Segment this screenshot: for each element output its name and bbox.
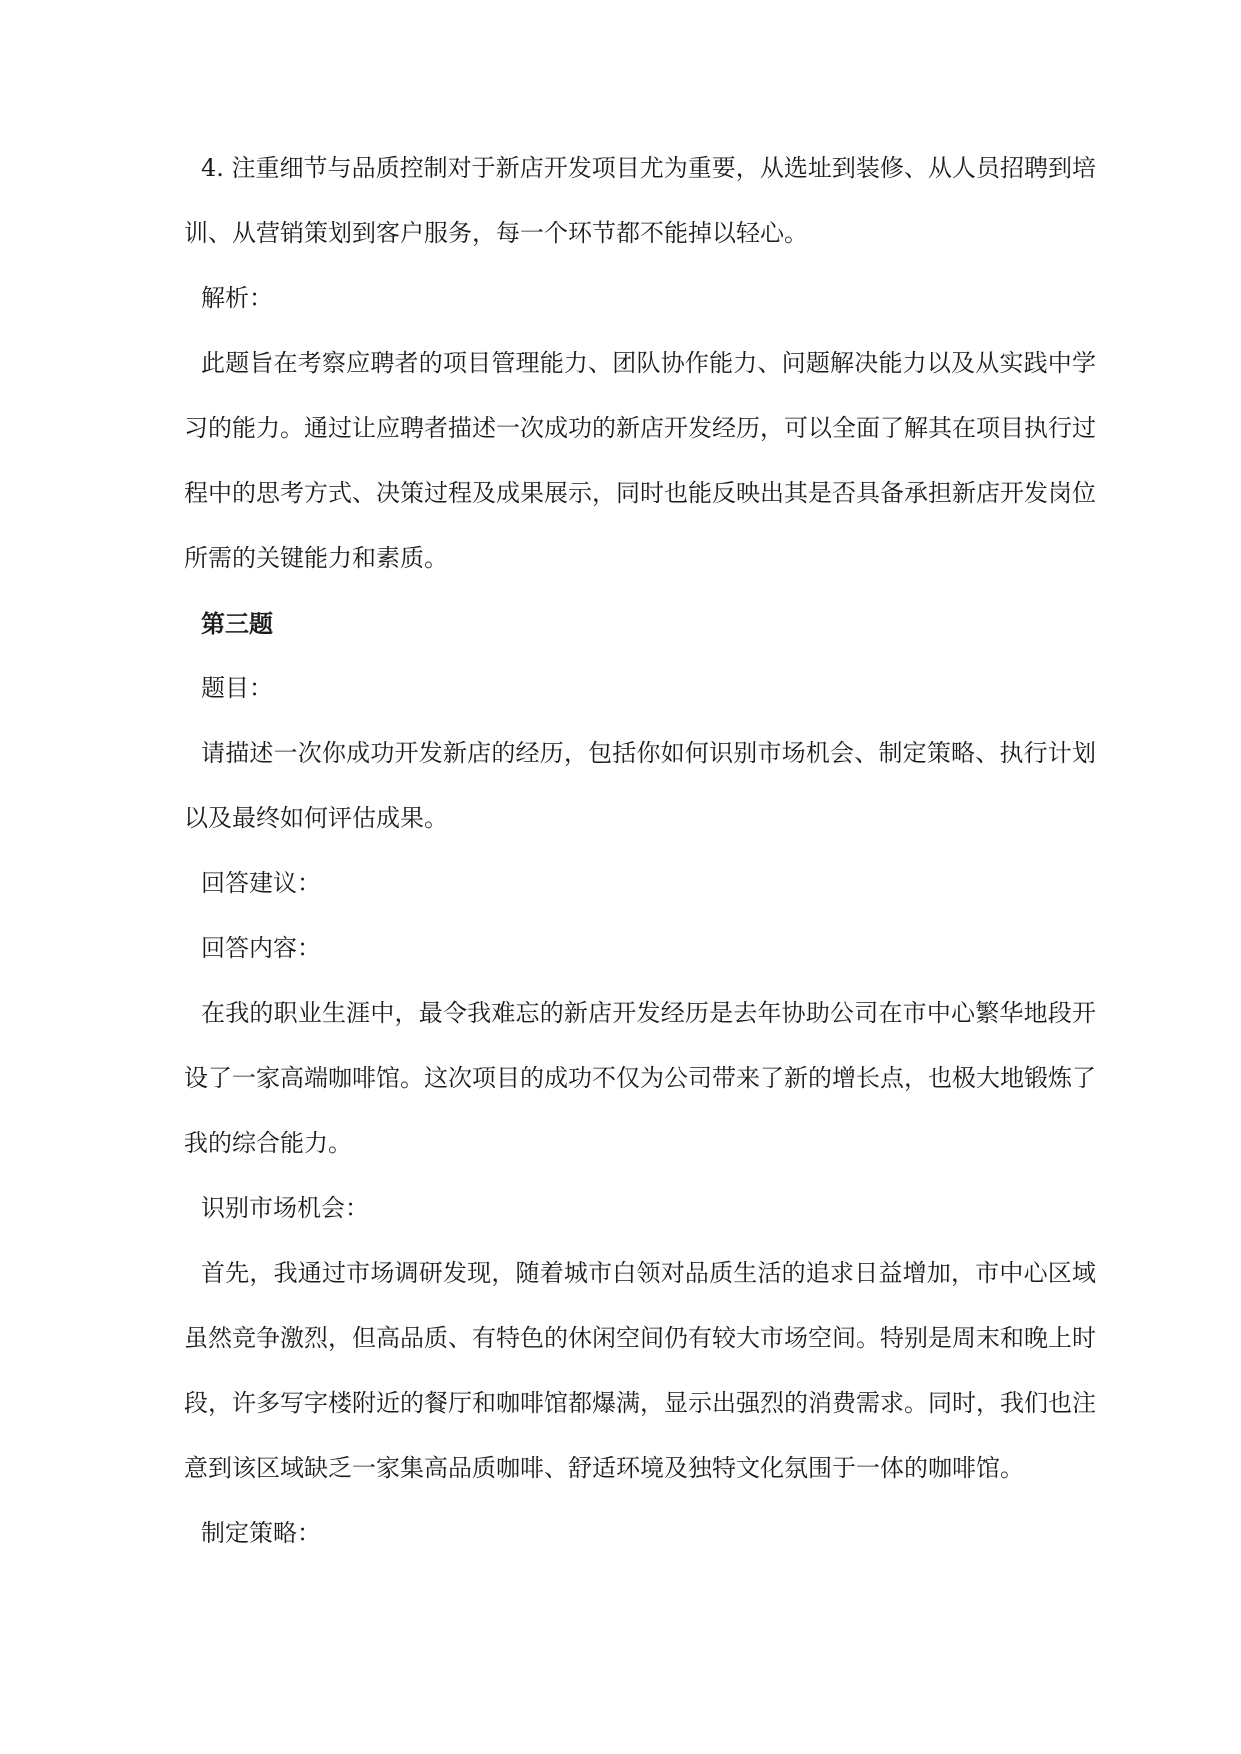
section-heading-question-3: 第三题	[201, 609, 273, 638]
label-strategy: 制定策略：	[201, 1519, 321, 1547]
label-answer-content: 回答内容：	[201, 934, 321, 962]
paragraph-detail-quality: 4. 注重细节与品质控制对于新店开发项目尤为重要，从选址到装修、从人员招聘到培训、从营销策划到客户服务，每一个环节都不能掉以轻心。	[184, 154, 1096, 247]
label-analysis: 解析：	[201, 284, 273, 312]
label-market-opportunity: 识别市场机会：	[201, 1194, 369, 1222]
label-answer-suggestion: 回答建议：	[201, 869, 321, 897]
document-body	[184, 136, 1096, 1566]
paragraph-market-research: 首先，我通过市场调研发现，随着城市白领对品质生活的追求日益增加，市中心区域虽然竞争激烈，但高品质、有特色的休闲空间仍有较大市场空间。特别是周末和晚上时段，许多写字楼附近的餐厅和咖啡馆都爆满，显示出强烈的消费需求。同时，我们也注意到该区域缺乏一家集高品质咖啡、舒适环境及独特文化氛围于一体的咖啡馆。	[184, 1259, 1096, 1482]
label-question: 题目：	[201, 674, 273, 702]
paragraph-analysis: 此题旨在考察应聘者的项目管理能力、团队协作能力、问题解决能力以及从实践中学习的能力。通过让应聘者描述一次成功的新店开发经历，可以全面了解其在项目执行过程中的思考方式、决策过程及成果展示，同时也能反映出其是否具备承担新店开发岗位所需的关键能力和素质。	[184, 349, 1096, 572]
paragraph-career-experience: 在我的职业生涯中，最令我难忘的新店开发经历是去年协助公司在市中心繁华地段开设了一家高端咖啡馆。这次项目的成功不仅为公司带来了新的增长点，也极大地锻炼了我的综合能力。	[184, 999, 1096, 1157]
paragraph-question: 请描述一次你成功开发新店的经历，包括你如何识别市场机会、制定策略、执行计划以及最终如何评估成果。	[184, 739, 1096, 832]
